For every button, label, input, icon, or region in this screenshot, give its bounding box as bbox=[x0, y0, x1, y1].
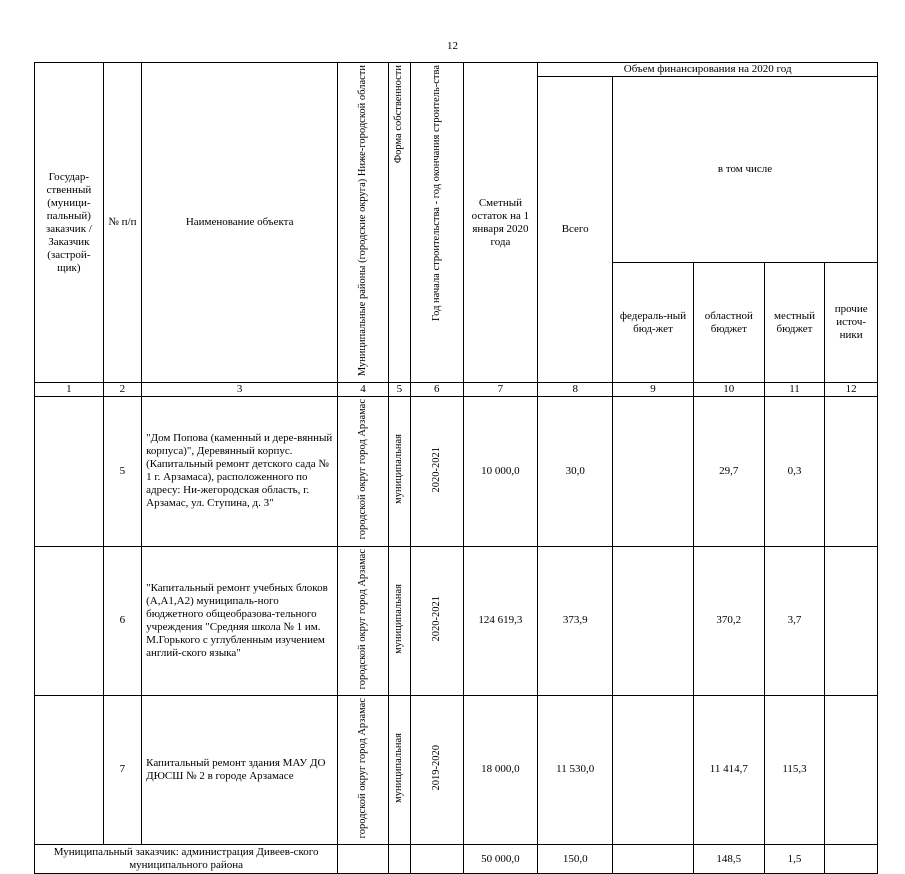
column-number: 3 bbox=[142, 383, 338, 397]
balance-cell: 10 000,0 bbox=[463, 397, 538, 546]
column-number: 12 bbox=[825, 383, 878, 397]
years-cell: 2019-2020 bbox=[410, 695, 463, 844]
header-object-name: Наименование объекта bbox=[142, 63, 338, 383]
header-other: прочие источ-ники bbox=[825, 263, 878, 383]
years-cell: 2020-2021 bbox=[410, 397, 463, 546]
summary-label: Муниципальный заказчик: администрация Дивеев-ского муниципального района bbox=[35, 845, 338, 874]
regional-cell: 11 414,7 bbox=[693, 695, 764, 844]
total-cell: 30,0 bbox=[538, 397, 613, 546]
header-balance: Сметный остаток на 1 января 2020 года bbox=[463, 63, 538, 383]
other-cell bbox=[825, 397, 878, 546]
header-regional: областной бюджет bbox=[693, 263, 764, 383]
summary-federal bbox=[613, 845, 694, 874]
header-number: № п/п bbox=[103, 63, 141, 383]
district-cell: городской округ город Арзамас bbox=[338, 695, 389, 844]
other-cell bbox=[825, 546, 878, 695]
header-total: Всего bbox=[538, 77, 613, 383]
header-federal: федераль-ный бюд-жет bbox=[613, 263, 694, 383]
header-including: в том числе bbox=[613, 77, 878, 263]
total-cell: 373,9 bbox=[538, 546, 613, 695]
page-number: 12 bbox=[447, 40, 458, 52]
ownership-cell: муниципальная bbox=[388, 546, 410, 695]
ownership-cell: муниципальная bbox=[388, 695, 410, 844]
federal-cell bbox=[613, 397, 694, 546]
column-number: 1 bbox=[35, 383, 104, 397]
header-row bbox=[35, 63, 878, 77]
header-ownership: Форма собственности bbox=[388, 63, 410, 383]
financing-table bbox=[34, 62, 878, 874]
summary-regional: 148,5 bbox=[693, 845, 764, 874]
ownership-cell bbox=[388, 845, 410, 874]
row-number: 5 bbox=[103, 397, 141, 546]
local-cell: 0,3 bbox=[764, 397, 825, 546]
federal-cell bbox=[613, 546, 694, 695]
header-customer: Государ-ственный (муници-пальный) заказчик / Заказчик (застрой-щик) bbox=[35, 63, 104, 383]
district-cell bbox=[338, 845, 389, 874]
column-number: 9 bbox=[613, 383, 694, 397]
table-row bbox=[35, 546, 878, 695]
summary-balance: 50 000,0 bbox=[463, 845, 538, 874]
years-cell: 2020-2021 bbox=[410, 546, 463, 695]
customer-cell bbox=[35, 546, 104, 695]
column-number: 8 bbox=[538, 383, 613, 397]
summary-row bbox=[35, 845, 878, 874]
ownership-cell: муниципальная bbox=[388, 397, 410, 546]
summary-local: 1,5 bbox=[764, 845, 825, 874]
column-number: 11 bbox=[764, 383, 825, 397]
local-cell: 3,7 bbox=[764, 546, 825, 695]
row-number: 7 bbox=[103, 695, 141, 844]
table-row bbox=[35, 397, 878, 546]
district-cell: городской округ город Арзамас bbox=[338, 397, 389, 546]
header-local: местный бюджет bbox=[764, 263, 825, 383]
federal-cell bbox=[613, 695, 694, 844]
table-row bbox=[35, 695, 878, 844]
column-number: 2 bbox=[103, 383, 141, 397]
summary-other bbox=[825, 845, 878, 874]
years-cell bbox=[410, 845, 463, 874]
column-number: 4 bbox=[338, 383, 389, 397]
column-number: 10 bbox=[693, 383, 764, 397]
column-number: 7 bbox=[463, 383, 538, 397]
object-name: "Дом Попова (каменный и дере-вянный корпуса)", Деревянный корпус. (Капитальный ремонт детского сада № 1 г. Арзамаса), расположенного по адресу: Ни-жегородская область, г. Арзамас, ул. Ступина, д. 3" bbox=[142, 397, 338, 546]
total-cell: 11 530,0 bbox=[538, 695, 613, 844]
summary-total: 150,0 bbox=[538, 845, 613, 874]
balance-cell: 18 000,0 bbox=[463, 695, 538, 844]
column-number-row bbox=[35, 383, 878, 397]
row-number: 6 bbox=[103, 546, 141, 695]
local-cell: 115,3 bbox=[764, 695, 825, 844]
district-cell: городской округ город Арзамас bbox=[338, 546, 389, 695]
balance-cell: 124 619,3 bbox=[463, 546, 538, 695]
customer-cell bbox=[35, 695, 104, 844]
regional-cell: 370,2 bbox=[693, 546, 764, 695]
header-years: Год начала строительства - год окончания строитель-ства bbox=[410, 63, 463, 383]
object-name: "Капитальный ремонт учебных блоков (А,А1,А2) муниципаль-ного бюджетного общеобразова-тельного учреждения "Средняя школа № 1 им. М.Горького с углубленным изучением англий-ского языка" bbox=[142, 546, 338, 695]
column-number: 5 bbox=[388, 383, 410, 397]
other-cell bbox=[825, 695, 878, 844]
customer-cell bbox=[35, 397, 104, 546]
column-number: 6 bbox=[410, 383, 463, 397]
header-funding-group: Объем финансирования на 2020 год bbox=[538, 63, 878, 77]
regional-cell: 29,7 bbox=[693, 397, 764, 546]
object-name: Капитальный ремонт здания МАУ ДО ДЮСШ № 2 в городе Арзамасе bbox=[142, 695, 338, 844]
header-district: Муниципальные районы (городские округа) Ниже-городской области bbox=[338, 63, 389, 383]
